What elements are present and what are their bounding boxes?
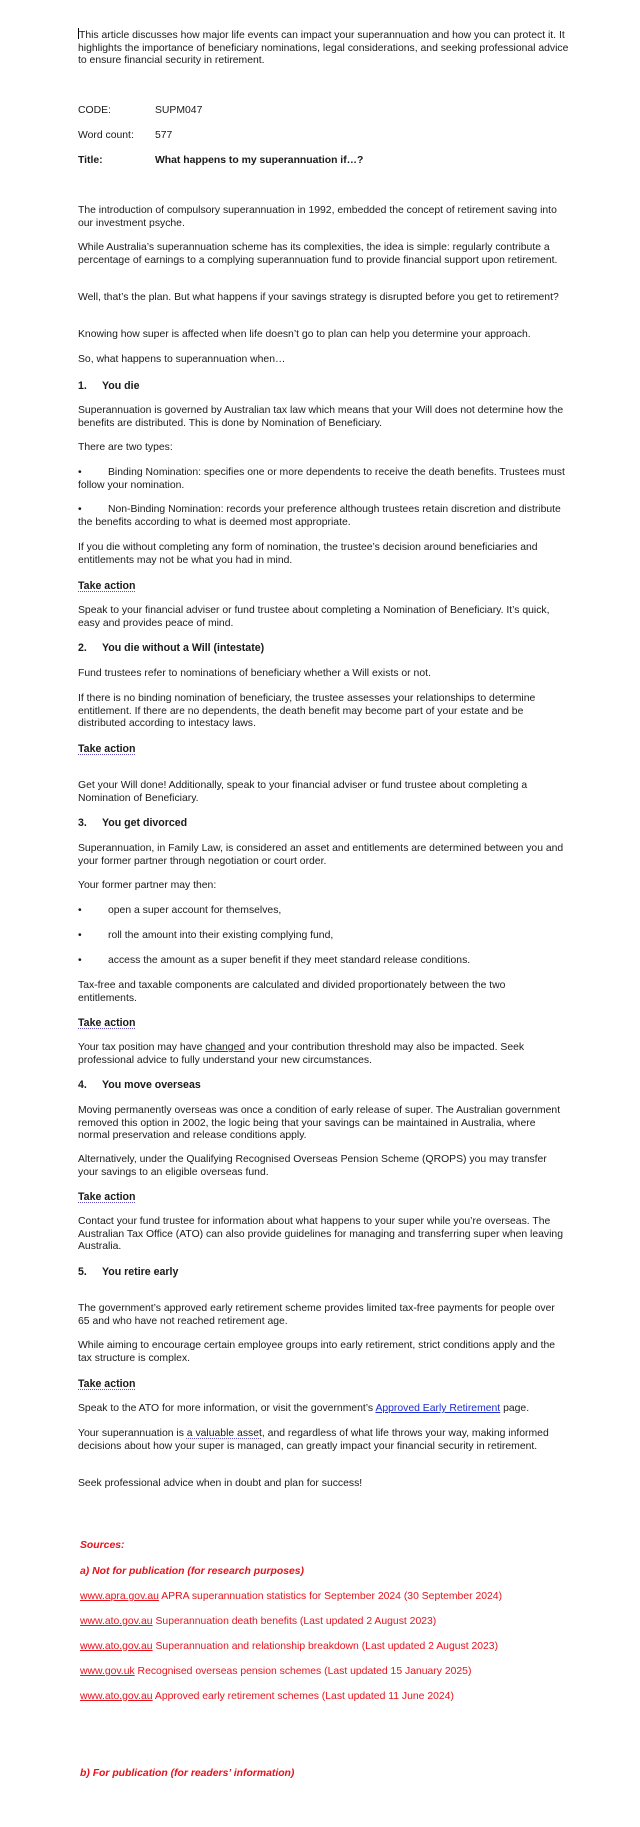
source-link[interactable]: www.ato.gov.au [80, 1691, 153, 1702]
section-3-bullet-3 [78, 955, 470, 968]
section-3-paragraph-2: Your former partner may then: [78, 880, 217, 891]
body-paragraph-4: Knowing how super is affected when life doesn’t go to plan can help you determine your approach. [78, 329, 531, 340]
wordcount-value: 577 [155, 130, 173, 141]
section-5-paragraph-2: While aiming to encourage certain employee groups into early retirement, strict conditions apply and the tax structure is complex. [78, 1340, 556, 1364]
section-2-paragraph-1: Fund trustees refer to nominations of beneficiary whether a Will exists or not. [78, 668, 431, 679]
section-3-action [78, 1042, 568, 1067]
bullet-text: Binding Nomination: specifies one or more dependents to receive the death benefits. Trustees must follow your nomination. [78, 467, 565, 491]
section-1-bullet-1 [78, 467, 568, 492]
section-4-action: Contact your fund trustee for information about what happens to your super while you’re overseas. The Australian Tax Office (ATO) can also provide guidelines for managing and transferring super when leaving Australia. [78, 1216, 563, 1253]
section-title: You retire early [102, 1266, 179, 1278]
body-paragraph-1: The introduction of compulsory superannuation in 1992, embedded the concept of retirement saving into our investment psyche. [78, 205, 557, 229]
wordcount-label: Word count: [78, 130, 134, 141]
section-5-paragraph-1: The government’s approved early retirement scheme provides limited tax-free payments for people over 65 and who have not reached retirement age. [78, 1303, 555, 1327]
section-1-paragraph-2: There are two types: [78, 442, 173, 453]
source-item [80, 1691, 454, 1704]
section-2-heading [78, 642, 264, 655]
code-value: SUPM047 [155, 105, 203, 116]
section-1-take-action: Take action [78, 580, 136, 592]
section-1-heading [78, 380, 139, 393]
body-paragraph-3: Well, that’s the plan. But what happens if your savings strategy is disrupted before you get to retirement? [78, 292, 559, 303]
section-number: 3. [78, 817, 87, 829]
section-2-take-action: Take action [78, 743, 136, 755]
section-3-bullet-1 [78, 905, 281, 918]
source-link[interactable]: www.ato.gov.au [80, 1641, 153, 1652]
closing-paragraph-2: Seek professional advice when in doubt and plan for success! [78, 1478, 363, 1489]
source-text: APRA superannuation statistics for September 2024 (30 September 2024) [158, 1591, 503, 1602]
section-2-paragraph-2: If there is no binding nomination of beneficiary, the trustee assesses your relationships to determine entitlement. If there are no dependents, the death benefit may become part of your estate and be distributed according to intestacy laws. [78, 693, 536, 730]
section-title: You get divorced [102, 817, 188, 829]
section-title: You die [102, 380, 140, 392]
section-4-take-action: Take action [78, 1191, 136, 1203]
body-paragraph-5: So, what happens to superannuation when… [78, 354, 286, 365]
source-link[interactable]: www.apra.gov.au [80, 1591, 159, 1602]
section-title: You die without a Will (intestate) [102, 642, 265, 654]
section-title: You move overseas [102, 1079, 201, 1091]
body-paragraph-2: While Australia’s superannuation scheme has its complexities, the idea is simple: regularly contribute a percentage of earnings to a complying superannuation fund to provide financial support upon retirement. [78, 242, 558, 266]
section-1-bullet-2 [78, 504, 568, 529]
section-4-paragraph-2: Alternatively, under the Qualifying Recognised Overseas Pension Scheme (QROPS) you may transfer your savings to an eligible overseas fund. [78, 1154, 547, 1178]
section-1-action: Speak to your financial adviser or fund trustee about completing a Nomination of Beneficiary. It’s quick, easy and provides peace of mind. [78, 605, 550, 629]
section-3-take-action: Take action [78, 1017, 136, 1029]
section-4-paragraph-1: Moving permanently overseas was once a condition of early release of super. The Australian government removed this option in 2002, the logic being that your savings can be maintained in Australia, where normal preservation and release conditions apply. [78, 1105, 561, 1142]
action-text: page. [500, 1403, 530, 1414]
sources-heading: Sources: [80, 1540, 125, 1551]
section-1-paragraph-3: If you die without completing any form of nomination, the trustee’s decision around beneficiaries and entitlements may not be what you had in mind. [78, 542, 538, 566]
source-text: Recognised overseas pension schemes (Last updated 15 January 2025) [134, 1666, 472, 1677]
source-item [80, 1616, 436, 1629]
source-text: Superannuation death benefits (Last updated 2 August 2023) [152, 1616, 437, 1627]
section-5-take-action: Take action [78, 1378, 136, 1390]
source-item [80, 1591, 502, 1604]
bullet-icon: • [78, 930, 82, 941]
action-text: Speak to the ATO for more information, or visit the government’s [78, 1403, 376, 1414]
section-4-heading [78, 1079, 201, 1092]
bullet-icon: • [78, 905, 82, 916]
grammar-marked-phrase[interactable]: a valuable asset [186, 1428, 262, 1439]
intro-text: This article discusses how major life events can impact your superannuation and how you can protect it. It highlights the importance of beneficiary nominations, legal considerations, and seeking professional advice to ensure financial security in retirement. [78, 30, 569, 67]
bullet-icon: • [78, 467, 82, 478]
code-label: CODE: [78, 105, 111, 116]
title-value: What happens to my superannuation if…? [155, 155, 364, 166]
section-3-paragraph-1: Superannuation, in Family Law, is considered an asset and entitlements are determined between you and your former partner through negotiation or court order. [78, 843, 564, 867]
source-text: Approved early retirement schemes (Last updated 11 June 2024) [152, 1691, 454, 1702]
approved-early-retirement-link[interactable]: Approved Early Retirement [375, 1403, 501, 1414]
source-link[interactable]: www.ato.gov.au [80, 1616, 153, 1627]
bullet-icon: • [78, 504, 82, 515]
section-5-heading [78, 1266, 178, 1279]
title-label: Title: [78, 155, 103, 166]
bullet-text: access the amount as a super benefit if they meet standard release conditions. [108, 955, 471, 966]
action-text: and your contribution threshold may also be impacted. Seek professional advice to fully understand your new circumstances. [78, 1042, 525, 1066]
bullet-icon: • [78, 955, 82, 966]
sources-a-label: a) Not for publication (for research purposes) [80, 1566, 305, 1577]
source-item [80, 1641, 498, 1654]
section-3-heading [78, 817, 187, 830]
section-number: 4. [78, 1079, 87, 1091]
bullet-text: roll the amount into their existing complying fund, [108, 930, 334, 941]
action-text: Your tax position may have [78, 1042, 206, 1053]
section-3-paragraph-3: Tax-free and taxable components are calculated and divided proportionately between the two entitlements. [78, 980, 506, 1004]
section-3-bullet-2 [78, 930, 333, 943]
section-number: 5. [78, 1266, 87, 1278]
grammar-marked-word[interactable]: changed [205, 1042, 246, 1053]
section-number: 2. [78, 642, 87, 654]
source-link[interactable]: www.gov.uk [80, 1666, 135, 1677]
closing-paragraph-1 [78, 1428, 568, 1453]
closing-text: Your superannuation is [78, 1428, 187, 1439]
bullet-text: Non-Binding Nomination: records your preference although trustees retain discretion and distribute the benefits according to what is deemed most appropriate. [78, 504, 561, 528]
closing-text: , and regardless of what life throws your way, making informed decisions about how your super is managed, can greatly impact your financial security in retirement. [78, 1428, 549, 1452]
sources-b-label: b) For publication (for readers’ information) [80, 1768, 295, 1779]
section-number: 1. [78, 380, 87, 392]
intro-paragraph [78, 28, 574, 68]
source-text: Superannuation and relationship breakdown (Last updated 2 August 2023) [152, 1641, 499, 1652]
source-item [80, 1666, 471, 1679]
section-2-action: Get your Will done! Additionally, speak to your financial adviser or fund trustee about completing a Nomination of Beneficiary. [78, 780, 528, 804]
section-5-action [78, 1403, 568, 1416]
section-1-paragraph-1: Superannuation is governed by Australian tax law which means that your Will does not determine how the benefits are distributed. This is done by Nomination of Beneficiary. [78, 405, 564, 429]
bullet-text: open a super account for themselves, [108, 905, 282, 916]
